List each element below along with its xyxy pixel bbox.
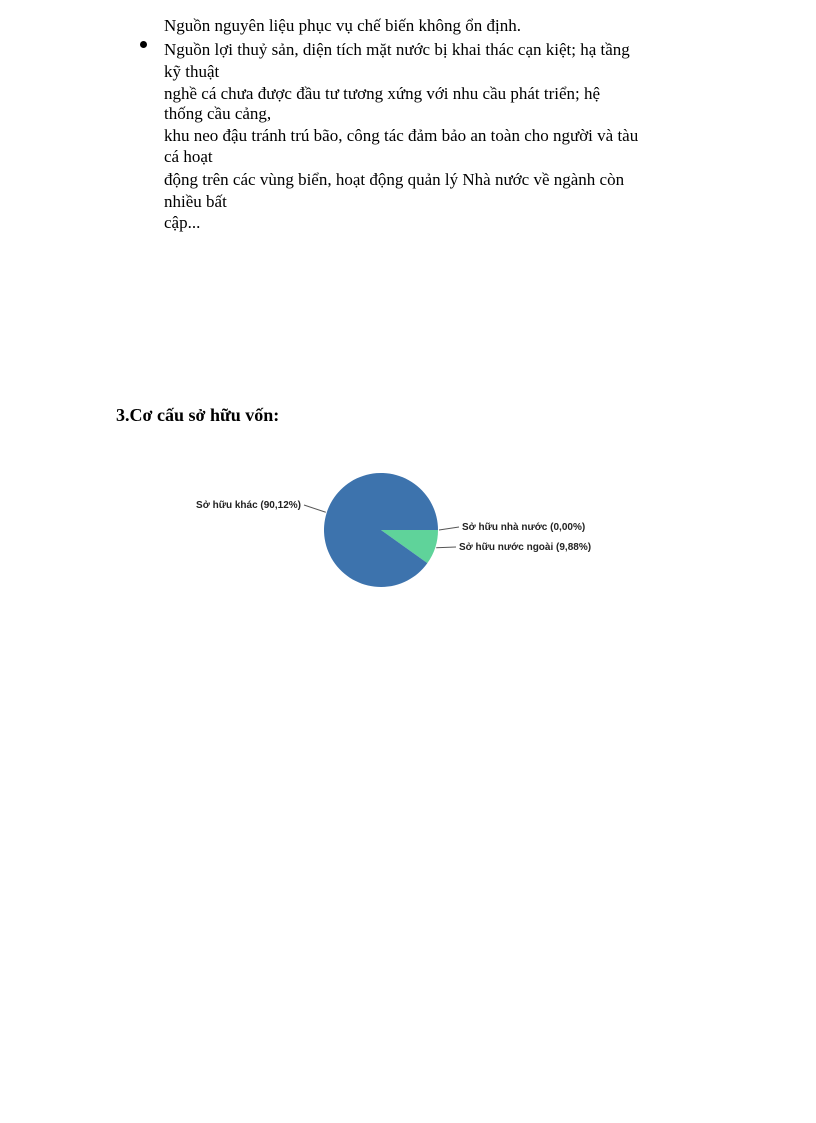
pie-label: Sở hữu nước ngoài (9,88%) (459, 542, 592, 553)
pie-leader-line (436, 547, 456, 548)
bullet-dot (140, 41, 147, 48)
bullet-line-9: cập... (164, 213, 201, 232)
pie-leader-line (439, 527, 459, 530)
bullet-line-5: khu neo đậu tránh trú bão, công tác đảm bảo an toàn cho người và tàu (164, 126, 639, 145)
bullet-line-6: cá hoạt (164, 147, 213, 166)
bullet-line-2: kỹ thuật (164, 62, 220, 81)
pie-label: Sở hữu khác (90,12%) (196, 500, 301, 511)
section-heading: 3.Cơ cấu sở hữu vốn: (116, 405, 280, 425)
pie-slice (324, 473, 438, 587)
bullet-line-3: nghề cá chưa được đầu tư tương xứng với nhu cầu phát triển; hệ (164, 84, 601, 103)
ownership-pie-chart (0, 440, 816, 640)
bullet-line-8: nhiều bất (164, 192, 227, 211)
pie-label: Sở hữu nhà nước (0,00%) (462, 522, 586, 533)
pie-leader-line (304, 505, 326, 512)
paragraph-line-1: Nguồn nguyên liệu phục vụ chế biến không ổn định. (164, 16, 521, 35)
bullet-line-7: động trên các vùng biển, hoạt động quản lý Nhà nước về ngành còn (164, 170, 625, 189)
bullet-line-1: Nguồn lợi thuỷ sản, diện tích mặt nước bị khai thác cạn kiệt; hạ tầng (164, 40, 630, 59)
bullet-line-4: thống cầu cảng, (164, 104, 272, 123)
